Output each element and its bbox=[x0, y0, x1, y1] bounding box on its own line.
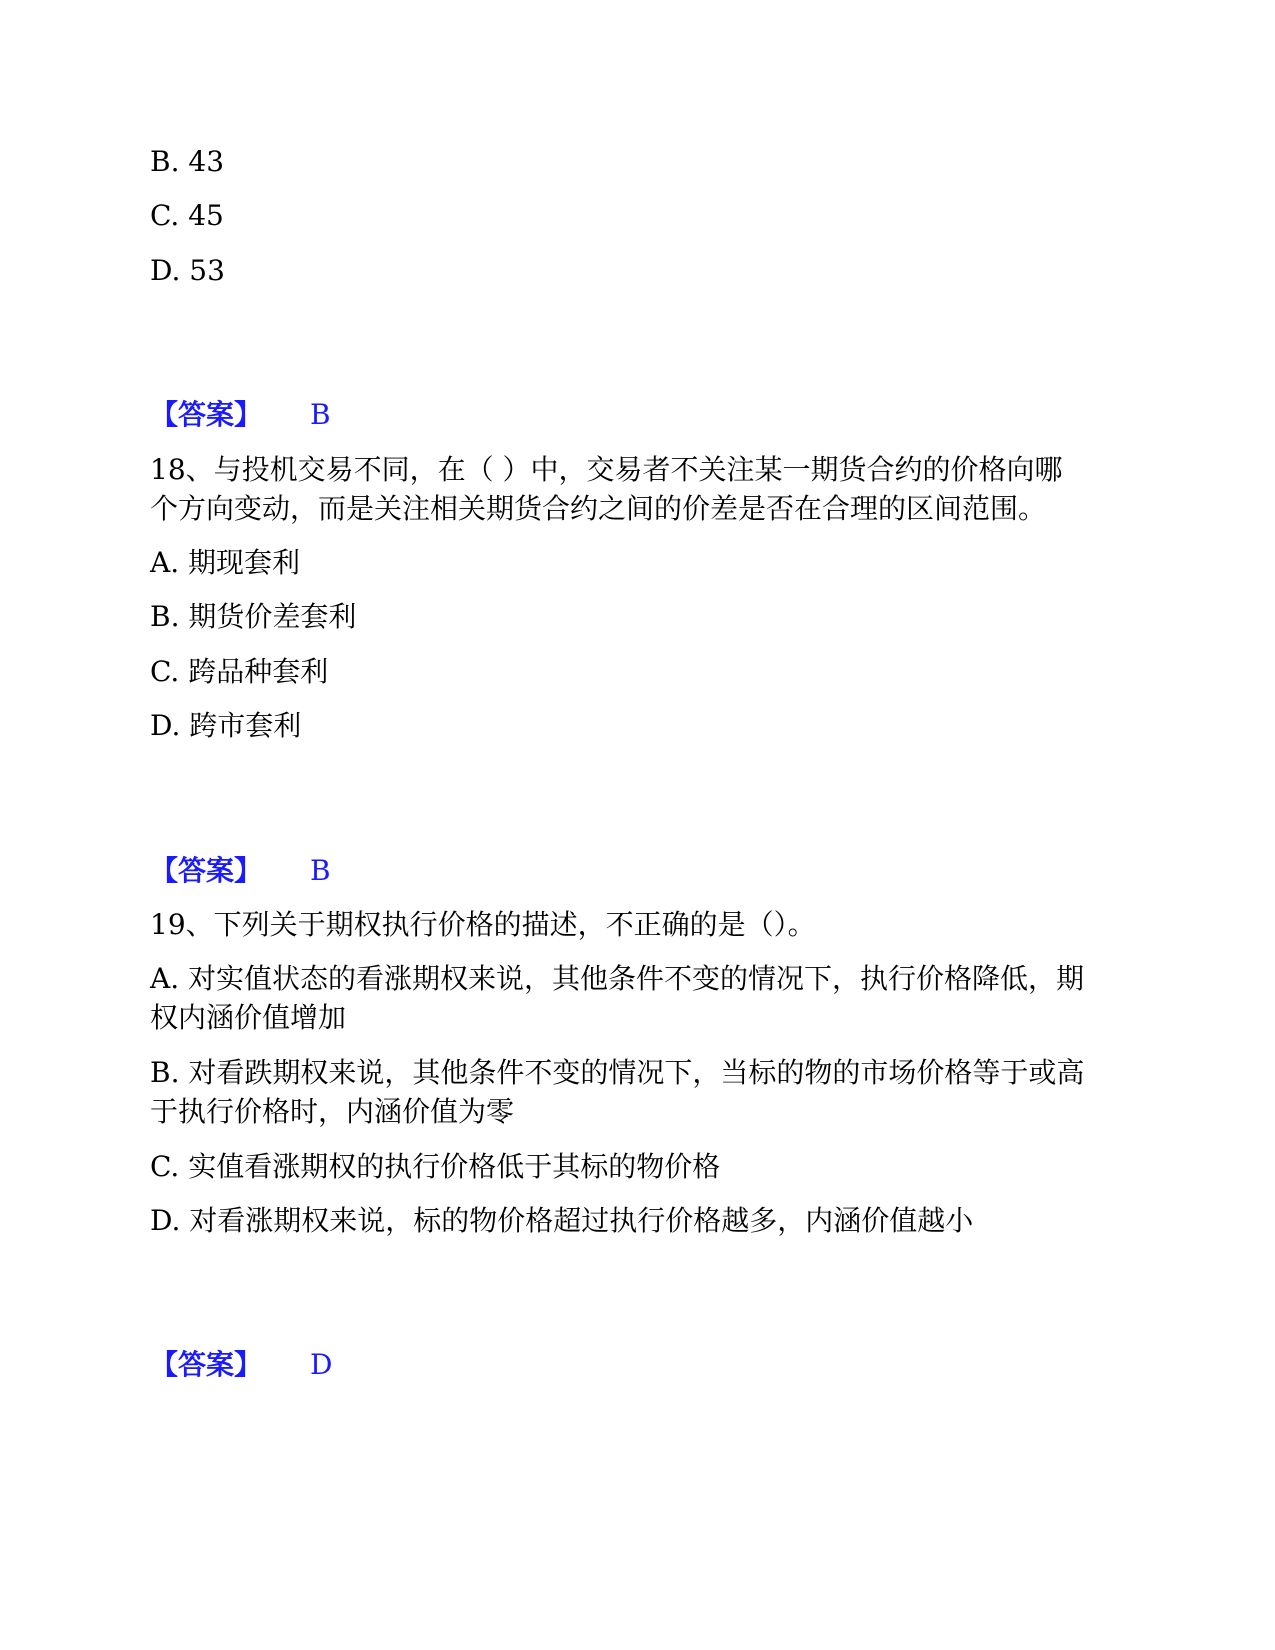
q19-option-c: C. 实值看涨期权的执行价格低于其标的物价格 bbox=[150, 1150, 721, 1183]
q19-option-a-line-1: A. 对实值状态的看涨期权来说，其他条件不变的情况下，执行价格降低，期 bbox=[150, 962, 1085, 995]
q19-option-a-line-2: 权内涵价值增加 bbox=[150, 1001, 347, 1034]
q19-option-b-line-2: 于执行价格时，内涵价值为零 bbox=[150, 1095, 515, 1128]
q19-option-d: D. 对看涨期权来说，标的物价格超过执行价格越多，内涵价值越小 bbox=[150, 1204, 974, 1237]
q18-option-d: D. 跨市套利 bbox=[150, 709, 302, 742]
q17-answer bbox=[150, 395, 331, 435]
q18-answer-label: 【答案】 bbox=[150, 854, 263, 887]
q18-answer-value: B bbox=[310, 854, 331, 887]
q19-answer-value: D bbox=[310, 1348, 333, 1381]
q18-stem-line-1: 18、与投机交易不同，在（ ）中，交易者不关注某一期货合约的价格向哪 bbox=[150, 453, 1063, 486]
q19-answer-label: 【答案】 bbox=[150, 1348, 263, 1381]
q18-answer bbox=[150, 851, 331, 891]
q18-option-a: A. 期现套利 bbox=[150, 546, 301, 579]
q17-answer-value: B bbox=[310, 398, 331, 431]
q17-option-d: D. 53 bbox=[150, 254, 225, 287]
q17-option-b: B. 43 bbox=[150, 145, 225, 178]
q18-stem-line-2: 个方向变动，而是关注相关期货合约之间的价差是否在合理的区间范围。 bbox=[150, 492, 1047, 525]
q19-option-b-line-1: B. 对看跌期权来说，其他条件不变的情况下，当标的物的市场价格等于或高 bbox=[150, 1056, 1085, 1089]
q17-option-c: C. 45 bbox=[150, 199, 224, 232]
q19-answer bbox=[150, 1345, 332, 1385]
q18-option-c: C. 跨品种套利 bbox=[150, 655, 329, 688]
q19-stem: 19、下列关于期权执行价格的描述，不正确的是（）。 bbox=[150, 908, 816, 941]
q18-option-b: B. 期货价差套利 bbox=[150, 600, 357, 633]
q17-answer-label: 【答案】 bbox=[150, 398, 263, 431]
